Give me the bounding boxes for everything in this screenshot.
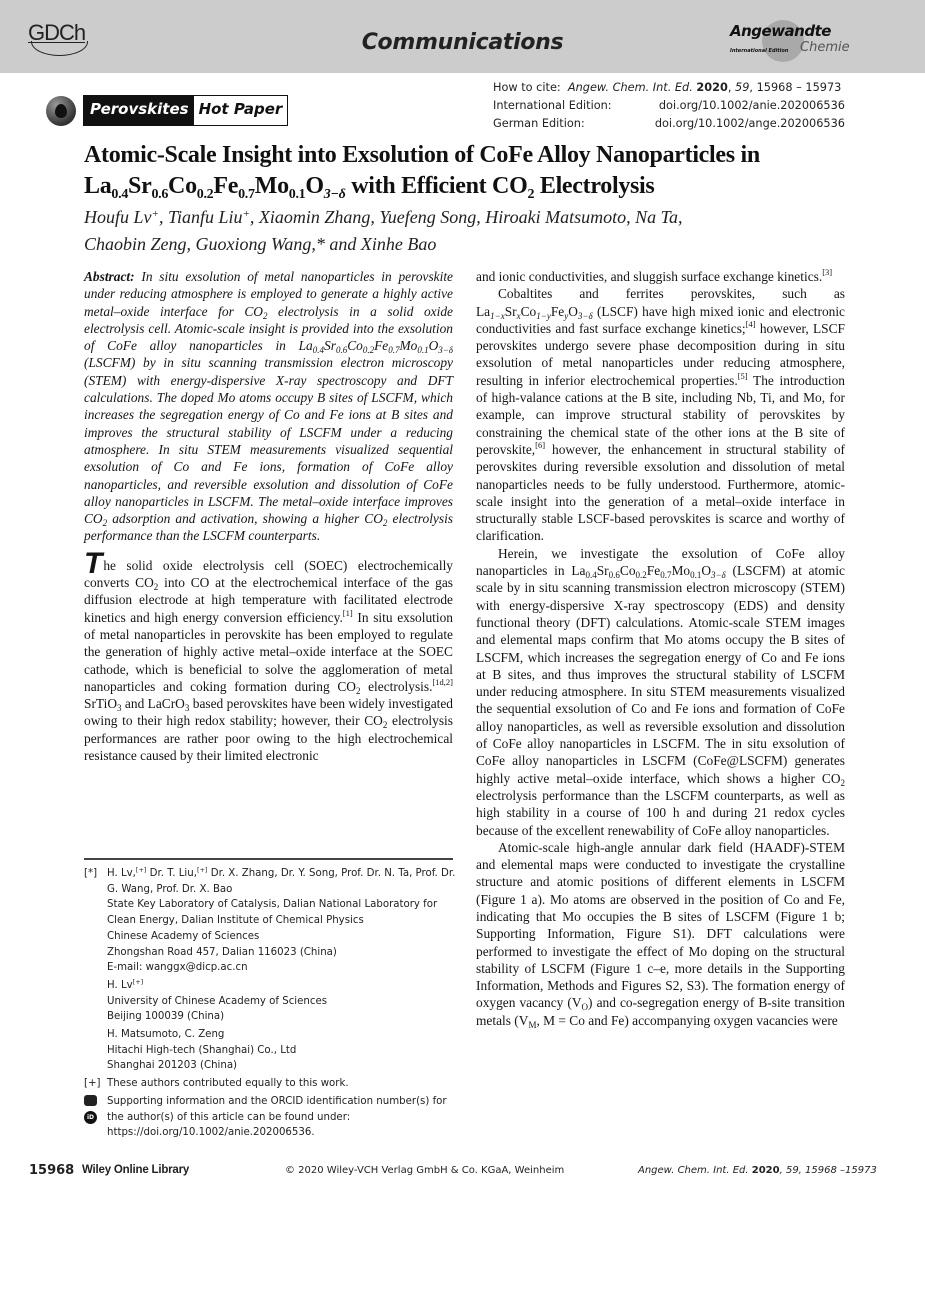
footer-citation: Angew. Chem. Int. Ed. 2020, 59, 15968 –15973 <box>638 1165 877 1176</box>
cite-volume: 59 <box>735 81 750 94</box>
lscfm-formula: $La_{0.4}Sr_{0.6}Co_{0.2}Fe_{0.7}Mo_{0.1}O_{3-\delta}$ <box>571 563 726 581</box>
supporting-info-link[interactable]: https://doi.org/10.1002/anie.202006536. <box>107 1127 315 1139</box>
affiliation-2: H. Lv[+] University of Chinese Academy of Sciences Beijing 100039 (China) <box>107 977 328 1023</box>
german-edition-doi-link[interactable]: doi.org/10.1002/ange.202006536 <box>654 117 845 130</box>
title-line-1: Atomic-Scale Insight into Exsolution of CoFe Alloy Nanoparticles in <box>84 142 760 168</box>
left-column <box>84 268 453 764</box>
affiliation-1: [*] H. Lv,[+] Dr. T. Liu,[+] Dr. X. Zhang, Dr. Y. Song, Prof. Dr. N. Ta, Prof. Dr. G. Wang, Prof. Dr. X. Bao State Key Laboratory of Catalysis, Dalian National Laboratory for Clean Energy, Dalian Institute of Chemical Physics Chinese Academy of Sciences Zhongshan Road 457, Dalian 116023 (China) E-mail: wanggx@dicp.ac.cn <box>84 866 456 974</box>
footnote-divider <box>84 858 453 860</box>
intl-edition-label: International Edition: <box>493 99 612 112</box>
angewandte-logo <box>730 20 850 62</box>
ref-link[interactable]: [3] <box>822 267 833 277</box>
page-number: 15968 <box>29 1163 75 1178</box>
page-footer <box>0 1163 925 1183</box>
footnotes <box>84 866 464 1143</box>
abstract-formula: $La_{0.4}Sr_{0.6}Co_{0.2}Fe_{0.7}Mo_{0.1}O_{3-\delta}$ <box>298 338 453 356</box>
author-list: Houfu Lv+, Tianfu Liu+, Xiaomin Zhang, Yuefeng Song, Hiroaki Matsumoto, Na Ta, Chaobin Zeng, Guoxiong Wang,* and Xinhe Bao <box>84 207 683 254</box>
ref-link[interactable]: [1] <box>342 607 353 618</box>
ref-link[interactable]: [6] <box>535 439 546 450</box>
orcid-icon: iD <box>84 1111 97 1124</box>
title-formula: $La_{0.4}Sr_{0.6}Co_{0.2}Fe_{0.7}Mo_{0.1}O_{3-\delta}$ <box>84 173 346 202</box>
cite-year: 2020 <box>696 81 728 94</box>
badge-topic: Perovskites <box>84 96 194 125</box>
angewandte-name: Angewandte <box>730 22 831 40</box>
section-title: Communications <box>361 30 564 55</box>
supporting-info-note: iD Supporting information and the ORCID identification number(s) for the author(s) of this article can be found under: https://doi.org/10.1002/anie.202006536. <box>84 1094 464 1141</box>
ref-link[interactable]: [4] <box>745 318 756 329</box>
supporting-info-icon <box>84 1095 97 1106</box>
hot-paper-badge <box>83 95 288 126</box>
paragraph: Atomic-scale high-angle annular dark field (HAADF)-STEM and elemental maps were conducted to investigate the crystalline structure and atomic positions of different elements in LSCFM (Figure 1 a). Mo atoms are observed in the position of Co and Fe, indicating that Mo occupies the B sites of LSCFM (Figure 1 b; Supporting Information, Figure S1). DFT calculations were performed to investigate the effect of Mo doping on the structural stability of LSCFM (Figure 1 c–e, more details in the Supporting Information, Methods and Figures S2, S3). The formation energy of oxygen vacancy $(V_O)$ and co-segregation energy of B-site transition metals ($V_M$, M = Co and Fe) accompanying oxygen vacancies were <box>476 839 845 1030</box>
how-to-cite-label: How to cite: <box>493 81 561 94</box>
article-title: Atomic-Scale Insight into Exsolution of CoFe Alloy Nanoparticles in $La_{0.4}Sr_{0.6}Co_{0.2}Fe_{0.7}Mo_{0.1}O_{3-\delta}$ with Efficient $CO_2$ Electrolysis <box>84 142 760 202</box>
contact-email[interactable]: E-mail: wanggx@dicp.ac.cn <box>107 962 248 974</box>
copyright: © 2020 Wiley-VCH Verlag GmbH & Co. KGaA, Weinheim <box>285 1165 565 1176</box>
intro-paragraph: The solid oxide electrolysis cell (SOEC) electrochemically converts $CO_2$ into CO at the electrochemical interface of the gas diffusion electrode at high temperature with facilitated electrode kinetics and high energy conversion efficiency.[1] In situ exsolution of metal nanoparticles in perovskite has been employed to regulate the generation of highly active metal–oxide interface at the SOEC cathode, which is beneficial to solve the agglomeration of metal nanoparticles and coking formation during $CO_2$ electrolysis.[1d,2] SrTiO$_3$ and LaCrO$_3$ based perovskites have been widely investigated owing to their high redox stability; however, their $CO_2$ electrolysis performances are rather poor owing to the high electrochemical resistance caused by their limited electronic <box>84 546 453 764</box>
cite-journal: Angew. Chem. Int. Ed. <box>567 81 693 94</box>
ref-link[interactable]: [5] <box>737 370 748 381</box>
ref-link[interactable]: [1d,2] <box>432 676 453 687</box>
lscf-formula: $La_{1-x}Sr_xCo_{1-y}Fe_yO_{3-\delta}$ <box>476 303 593 321</box>
how-to-cite-row: How to cite: Angew. Chem. Int. Ed. 2020, 59, 15968 – 15973 <box>493 81 842 94</box>
german-edition-row <box>493 115 845 133</box>
badge-kind: Hot Paper <box>194 96 288 125</box>
angewandte-edition: International Edition <box>730 48 789 54</box>
paragraph: Herein, we investigate the exsolution of CoFe alloy nanoparticles in $La_{0.4}Sr_{0.6}Co_{0.2}Fe_{0.7}Mo_{0.1}O_{3-\delta}$ (LSCFM) at atomic scale by in situ scanning transmission electron microscopy (STEM) with energy-dispersive X-ray spectroscopy (EDS) and density functional theory (DFT) calculations. Atomic-scale STEM images and elemental maps confirm that Mo atoms occupy the B sites of LSCFM, which increases the segregation energy of Co and Fe ions at B sites, and thus improves the structural stability of LSCFM under reducing atmosphere. In situ STEM measurements visualized the sequential exsolution of Co and Fe ions and formation of CoFe alloy nanoparticles, as well as reversible exsolution and dissolution of CoFe alloy nanoparticles in LSCFM. The in situ exsolution of CoFe alloy nanoparticles in LSCFM (CoFe@LSCFM) generates highly active metal–oxide interface, which shows a higher $CO_2$ electrolysis performance than the LSCFM counterparts, as well as high stability in a course of 100 h and during 21 redox cycles because of the excellent renewability of CoFe alloy nanoparticles. <box>476 545 846 838</box>
affiliation-3: H. Matsumoto, C. Zeng Hitachi High-tech (Shanghai) Co., Ltd Shanghai 201203 (China) <box>107 1029 297 1072</box>
title-tail: with Efficient CO <box>345 173 528 199</box>
angewandte-chemie: Chemie <box>800 40 850 55</box>
right-column <box>476 268 845 1029</box>
journal-header-band <box>0 0 925 73</box>
german-edition-label: German Edition: <box>493 117 585 130</box>
gdch-logo-text: GDCh <box>28 20 86 45</box>
cite-pages: 15968 – 15973 <box>756 81 842 94</box>
wiley-online-library-logo: Wiley Online Library <box>82 1164 190 1176</box>
paragraph: and ionic conductivities, and sluggish surface exchange kinetics.[3] <box>476 267 833 284</box>
abstract-label: Abstract: <box>84 269 135 284</box>
paragraph: Cobaltites and ferrites perovskites, such as $La_{1-x}Sr_xCo_{1-y}Fe_yO_{3-\delta}$ (LSCF) have high mixed ionic and electronic conductivities and fast surface exchange kinetics;[4] however, LSCF perovskites undergo severe phase decomposition during in situ exsolution of metal nanoparticles under reducing atmosphere, resulting in inferior electrochemical properties.[5] The introduction of high-valance cations at the B site, including Nb, Ti, and Mo, for example, can improve structural stability of perovskites by constraining the chemical state of the other ions at the B site of perovskite,[6] however, the enhancement in structural stability of perovskites during reversible exsolution and dissolution of metal nanoparticles needs to be fully understood. Furthermore, atomic-scale insight into the generation of a metal–oxide interface in structurally stable LSCF-based perovskites is scarce and worthy of clarification. <box>476 286 845 544</box>
abstract: Abstract: In situ exsolution of metal nanoparticles in perovskite under reducing atmosphere is employed to generate a highly active metal–oxide interface for $CO_2$ electrolysis in a solid oxide electrolysis cell. Atomic-scale insight is provided into the exsolution of CoFe alloy nanoparticles in $La_{0.4}Sr_{0.6}Co_{0.2}Fe_{0.7}Mo_{0.1}O_{3-\delta}$ (LSCFM) by in situ scanning transmission electron microscopy (STEM) with energy-dispersive X-ray spectroscopy and DFT calculations. The doped Mo atoms occupy B sites of LSCFM, which increases the segregation energy of Co and Fe ions at B sites and improves the structural stability of LSCFM under a reducing atmosphere. In situ STEM measurements visualized sequential exsolution of Co and Fe ions, formation of CoFe alloy nanoparticles, and reversible exsolution and dissolution of CoFe alloy nanoparticles in LSCFM. The metal–oxide interface improves $CO_2$ adsorption and activation, showing a higher $CO_2$ electrolysis performance than the LSCFM counterparts. <box>84 269 453 544</box>
intl-edition-row <box>493 97 845 115</box>
hot-paper-flame-icon <box>46 96 76 126</box>
drop-cap: T <box>84 546 103 580</box>
equal-contribution-note: [+] These authors contributed equally to this work. <box>84 1078 349 1090</box>
citation-block <box>493 79 845 133</box>
intl-edition-doi-link[interactable]: doi.org/10.1002/anie.202006536 <box>658 99 845 112</box>
